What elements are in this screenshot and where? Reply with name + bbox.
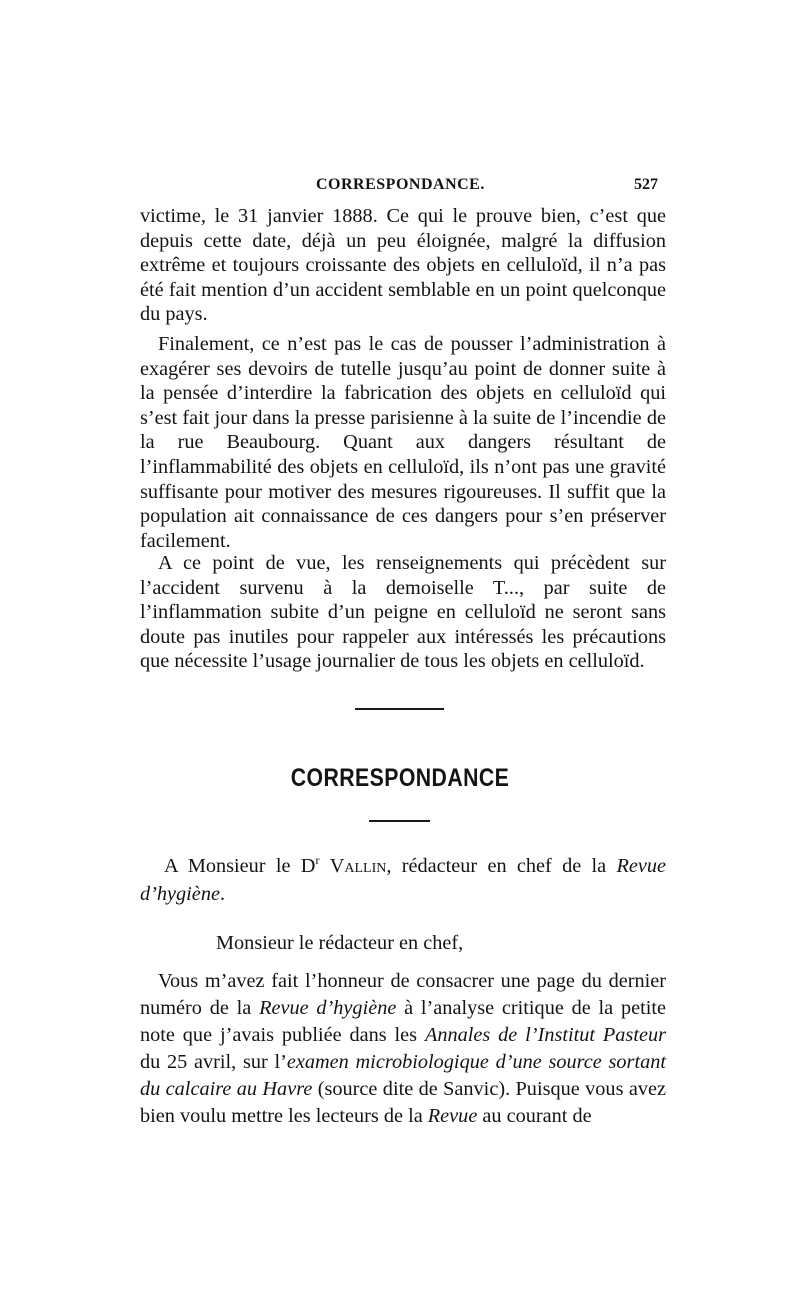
body-revue: Revue xyxy=(427,1105,478,1127)
addressee-journal: Revue d’hygiène xyxy=(140,855,666,905)
body-examen: examen microbiologique d’une source sortant du calcaire au Havre xyxy=(140,1051,666,1100)
paragraph-a-ce-point: A ce point de vue, les renseignements qui précèdent sur l’accident survenu à la demoiselle T..., par suite de l’inflammation subite d’un peigne en celluloïd ne seront sans doute pas inutiles pour rappeler aux intéressés les précautions que nécessite l’usage journalier de tous les objets en celluloïd. xyxy=(140,552,666,673)
section-title: CORRESPONDANCE xyxy=(290,764,510,792)
letter-salutation: Monsieur le rédacteur en chef, xyxy=(216,932,464,954)
body-part-3: du 25 avril, sur l’ xyxy=(140,1051,287,1073)
addressee-name: Vallin xyxy=(329,855,387,877)
title-underline xyxy=(369,820,430,822)
page-number: 527 xyxy=(634,176,658,193)
addressee-prefix: A Monsieur le D xyxy=(164,855,316,877)
letter-addressee xyxy=(140,852,666,908)
addressee-sup: r xyxy=(315,853,320,868)
body-part-5: au courant de xyxy=(477,1105,592,1127)
paragraph-finalement: Finalement, ce n’est pas le cas de pousser l’administration à exagérer ses devoirs de tutelle jusqu’au point de donner suite à la pensée d’interdire la fabrication des objets en celluloïd qui s’est fait jour dans la presse parisienne à la suite de l’incendie de la rue Beaubourg. Quant aux dangers résultant de l’inflammabilité des objets en celluloïd, ils n’ont pas une gravité suffisante pour motiver des mesures rigoureuses. Il suffit que la population ait connaissance de ces dangers pour s’en préserver facilement. xyxy=(140,333,666,552)
running-head xyxy=(140,176,658,202)
body-part-1: Vous m’avez fait l’honneur de consacrer une page du dernier numéro de la xyxy=(140,970,666,1019)
body-part-4: (source dite de Sanvic). Puisque vous avez bien voulu mettre les lecteurs de la xyxy=(140,1078,666,1127)
body-part-2: à l’analyse critique de la petite note que j’avais publiée dans les xyxy=(140,997,667,1046)
paragraph-victime: victime, le 31 janvier 1888. Ce qui le prouve bien, c’est que depuis cette date, déjà un peu éloignée, malgré la diffusion extrême et toujours croissante des objets en celluloïd, il n’a pas été fait mention d’un accident semblable en un point quelconque du pays. xyxy=(140,205,666,326)
section-divider xyxy=(355,708,444,710)
body-journal: Revue d’hygiène xyxy=(259,997,397,1019)
running-title: CORRESPONDANCE. xyxy=(316,176,485,193)
body-annales: Annales de l’Institut Pasteur xyxy=(424,1024,666,1046)
addressee-end: . xyxy=(219,883,226,905)
letter-body xyxy=(140,968,666,1130)
addressee-middle: , rédacteur en chef de la xyxy=(386,855,617,877)
